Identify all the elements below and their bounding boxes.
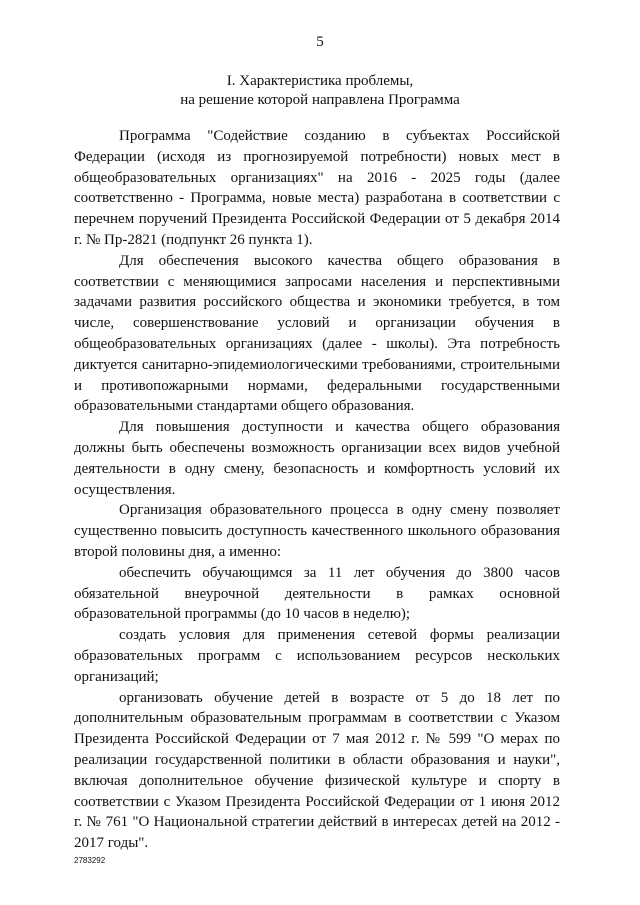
paragraph-single-shift: Организация образовательного процесса в одну смену позволяет существенно повысить доступность качественного школьного образования второй половины дня, а именно:: [74, 502, 560, 560]
section-heading: [0, 72, 640, 110]
paragraph-program-basis: Программа "Содействие созданию в субъектах Российской Федерации (исходя из прогнозируемой потребности) новых мест в общеобразовательных организациях" на 2016 - 2025 годы (далее соответственно - Программа, новые места) разработана в соответствии с перечнем поручений Президента Российской Федерации от 5 декабря 2014 г. № Пр-2821 (подпункт 26 пункта 1).: [74, 128, 560, 248]
list-item-network-programs: создать условия для применения сетевой формы реализации образовательных программ с использованием ресурсов нескольких организаций;: [74, 627, 560, 685]
page-number: 5: [316, 34, 324, 50]
section-heading-line-2: на решение которой направлена Программа: [180, 92, 460, 108]
section-heading-line-1: I. Характеристика проблемы,: [226, 73, 414, 89]
paragraph-quality-requirements: Для обеспечения высокого качества общего образования в соответствии с меняющимися запросами населения и перспективными задачами развития российского общества и экономики требуется, в том числе, совершенствование условий и организации обучения в общеобразовательных организациях (далее - школы). Эта потребность диктуется санитарно-эпидемиологическими требованиями, строительными и противопожарными нормами, федеральными государственными образовательными стандартами общего образования.: [74, 252, 560, 415]
paragraph-accessibility: Для повышения доступности и качества общего образования должны быть обеспечены возможность организации всех видов учебной деятельности в одну смену, безопасность и комфортность условий их осуществления.: [74, 419, 560, 498]
document-body: [74, 126, 560, 854]
document-code: 2783292: [74, 856, 106, 865]
list-item-additional-education: организовать обучение детей в возрасте от 5 до 18 лет по дополнительным образовательным программам в соответствии с Указом Президента Российской Федерации от 7 мая 2012 г. № 599 "О мерах по реализации государственной политики в области образования и науки", включая дополнительное обучение физической культуре и спорту в соответствии с Указом Президента Российской Федерации от 1 июня 2012 г. № 761 "О Национальной стратегии действий в интересах детей на 2012 - 2017 годы".: [74, 689, 560, 852]
list-item-extracurricular-hours: обеспечить обучающимся за 11 лет обучения до 3800 часов обязательной внеурочной деятельности в рамках основной образовательной программы (до 10 часов в неделю);: [74, 564, 560, 623]
